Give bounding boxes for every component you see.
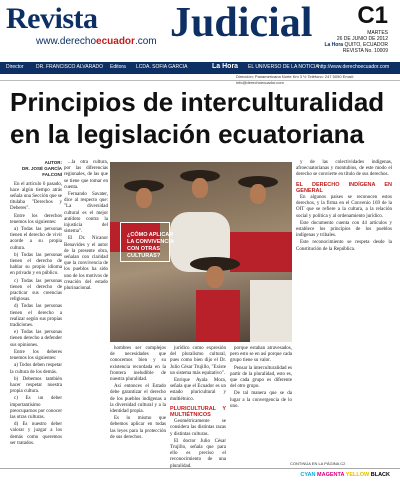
paragraph: c) Es un deber importantísimo preocuparnos por conocer las otras culturas.	[10, 396, 62, 420]
color-registration: CYAN MAGENTA YELLOW BLACK	[300, 472, 390, 478]
paragraph: b) Debemos también hacer respetar nuestra propia cultura.	[10, 376, 62, 395]
weekday: MARTES	[367, 30, 388, 36]
paragraph: Geométricamente se considera las distintas razas y distintas culturas.	[170, 419, 226, 437]
paragraph: ...la otra cultura, por las diferencias regionales, de las que se tiene que tomar en cuenta.	[64, 160, 108, 190]
article-column-2	[64, 160, 108, 465]
column-4-text	[170, 346, 226, 403]
article-column-3	[110, 346, 166, 466]
photo-caption: ¿CÓMO APLICAR LA CONVIVENCIA CON OTRAS CULTURAS?	[127, 232, 174, 259]
paragraph: En algunos países se reconocen estos derechos, y la firma en el Convenio 169 de la OIT que se refiere a la cultura, a la relación social y política y al ordenamiento jurídico.	[296, 195, 392, 219]
paragraph: d) Todas las personas tienen el derecho a realizar según sus propias tradiciones.	[10, 304, 62, 329]
article-column-1	[10, 160, 62, 465]
column-5-text	[230, 346, 292, 410]
paper-prefix: La Hora	[324, 42, 344, 48]
paragraph: hombres ser complejos de necesidades que conocemos bien y su existencia recordada en la frontera ineludible de nuestra pluralidad.	[110, 346, 166, 383]
masthead-bar	[0, 62, 400, 74]
contact-line: Dirección: Panamericana Norte Km 3 ½ Teléfono: 247 5050 Email: info@derechoecuador.com	[0, 74, 400, 81]
bar-url[interactable]: http://www.derechoecuador.com	[318, 64, 390, 70]
paragraph: Este reconocimiento se respeta desde la Constitución de la República.	[296, 240, 392, 252]
paragraph: De tal manera que se da lugar a la convergencia de lo uno.	[230, 391, 292, 409]
paragraph: d) Es nuestro deber valorar y juzgar a los demás como queremos ser tratados.	[10, 422, 62, 446]
brand-judicial: Judicial	[170, 0, 313, 46]
slogan: EL UNIVERSO DE LA NOTICIA	[248, 64, 319, 70]
paragraph: El doctor Julio César Trujillo, señala que para ello es preciso el reconocimiento de una pluralidad.	[170, 438, 226, 469]
continuation-note: CONTINÚA EN LA PÁGINA C2	[290, 461, 346, 466]
subheading-pluricultural: PLURICULTURAL Y MULTIÉTNICOS	[170, 405, 226, 419]
paragraph: Pensar la interculturalidad es partir de la pluralidad, esto es, que cada grupo es diferente del otro grupo.	[230, 365, 292, 390]
article-column-4	[170, 346, 226, 469]
paragraph: Entre los derechos tenemos los siguientes:	[10, 213, 62, 225]
director-label: Director	[6, 64, 24, 70]
paragraph: e) Todas las personas tienen derecho a defender sus opiniones.	[10, 330, 62, 348]
director-name: DR. FRANCISCO ALVARADO	[36, 64, 104, 70]
page-footer	[0, 461, 400, 481]
paragraph: y de las colectividades indígenas, afroecuatorianas y montubios, de este modo el derecho se convierte en título de sus derechos.	[296, 160, 392, 178]
column-6-text	[296, 160, 392, 179]
brand-revista: Revista	[6, 2, 98, 35]
website-url[interactable]: www.derechoecuador.com	[36, 36, 157, 47]
paragraph: Enrique Ayala Mora, señala que el Ecuador es un estado pluricultural y multiétnico.	[170, 378, 226, 402]
column-6b-text	[296, 195, 392, 253]
editor-name: LCDA. SOFIA GARCIA	[136, 64, 188, 70]
column-4b-text	[170, 419, 226, 470]
paragraph: Así entonces el Estado debe garantizar el derecho de los pueblos indígenas a la diversidad cultural y a la identidad propia.	[110, 384, 166, 415]
paragraph: El Dr. Nicanor Benavides y el autor de la presente obra, señalan con claridad que la convivencia de los pueblos ha sido uno de los motivos de creación del estado plurinacional.	[64, 236, 108, 292]
issue-number: REVISTA No. 10009	[342, 48, 388, 54]
paragraph: a) Todos deben respetar la cultura de los demás.	[10, 363, 62, 375]
paragraph: Este documento cuenta con 44 artículos y establece los principios de los pueblos indígenas y tribales.	[296, 220, 392, 239]
column-2-text	[64, 160, 108, 292]
issue-info	[318, 30, 388, 54]
issue-city: QUITO, ECUADOR	[344, 42, 388, 48]
paragraph: Fernando Savater, dice al respecto que: "La diversidad cultural es el mejor antídoto contra la injusticia del sistema".	[64, 192, 108, 235]
paragraph: a) Todas las personas tienen el derecho de vivir acorde a su propia cultura.	[10, 227, 62, 251]
column-1-text	[10, 182, 62, 447]
byline: AUTOR: DR. JOSÉ GARCÍA FALCONÍ	[21, 160, 62, 178]
paragraph: Es lo mismo que debemos aplicar en todas las leyes para la protección de sus derechos.	[110, 416, 166, 440]
paragraph: Entre los deberes tenemos los siguientes:	[10, 349, 62, 362]
editor-label: Editora	[110, 64, 126, 70]
paragraph: porque estaban atravesados, pero esto se en así porque cada grupo tiene su valor.	[230, 346, 292, 364]
section-code: C1	[357, 2, 388, 29]
paragraph: En el artículo 6 pasado, hace algún tiempo atrás señala una Sección que se titulaba "Derechos y Deberes".	[10, 181, 62, 212]
article-column-5	[230, 346, 292, 466]
paragraph: jurídico como expresión del pluralismo cultural, pues como bien dijo el Dr. Julio César Trujillo, "Existe un sistema más equitativo".	[170, 346, 226, 376]
paragraph: c) Todas las personas tienen el derecho de practicar sus creencias religiosas.	[10, 278, 62, 303]
article-column-6	[296, 160, 392, 465]
article-headline: Principios de interculturalidad en la legislación ecuatoriana	[10, 87, 385, 149]
paragraph: b) Todas las personas tienen el derecho de hablar su propio idioma en privado y en público.	[10, 252, 62, 277]
subheading-indigenous-law: EL DERECHO INDÍGENA EN GENERAL	[296, 181, 392, 194]
paper-logo: La Hora	[212, 63, 239, 70]
column-3-text	[110, 346, 166, 441]
issue-date: 26 DE JUNIO DE 2012	[336, 36, 388, 42]
